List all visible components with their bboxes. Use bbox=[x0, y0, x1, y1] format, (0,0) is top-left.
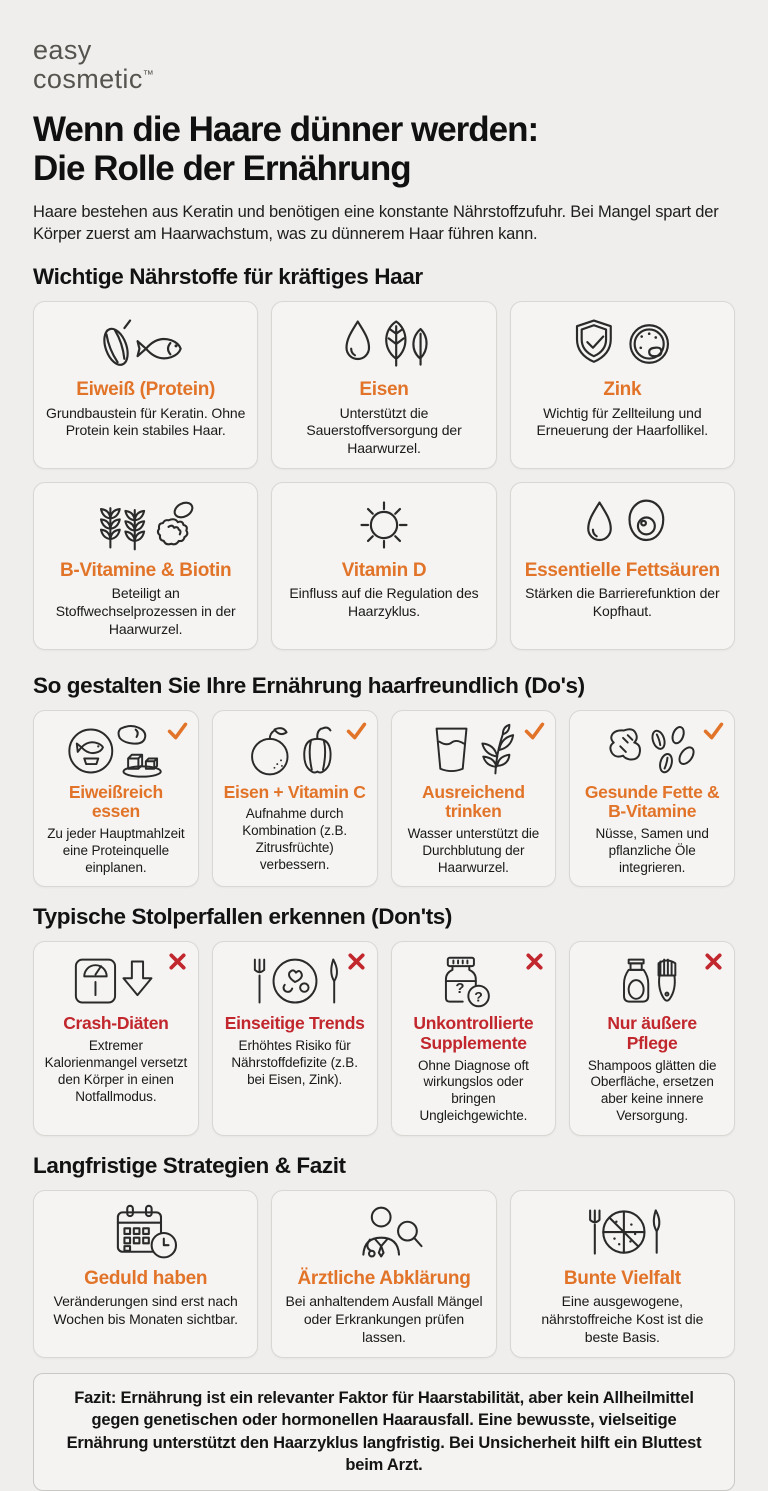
donts-grid bbox=[33, 941, 735, 1136]
card-aerztliche-abklaerung bbox=[271, 1190, 496, 1358]
card-text: Einfluss auf die Regulation des Haarzyklus. bbox=[289, 585, 479, 620]
card-ausreichend-trinken bbox=[391, 710, 557, 888]
card-b-vitamine-biotin bbox=[33, 482, 258, 650]
conclusion-box bbox=[33, 1373, 735, 1491]
card-title: Unkontrollierte Supplemente bbox=[413, 1013, 534, 1053]
card-title: Gesunde Fette & B-Vitamine bbox=[584, 781, 720, 822]
nutrients-grid bbox=[33, 301, 735, 649]
card-text: Grundbaustein für Keratin. Ohne Protein kein stabiles Haar. bbox=[46, 404, 246, 439]
sun-icon bbox=[284, 495, 483, 555]
card-title: Crash-Diäten bbox=[63, 1013, 169, 1034]
section-heading-nutrients: Wichtige Nährstoffe für kräftiges Haar bbox=[33, 264, 423, 290]
intro-paragraph: Haare bestehen aus Keratin und benötigen eine konstante Nährstoffzufuhr. Bei Mangel spart der Körper zuerst am Haarwachstum, was zu dünnerem Haar führen kann. bbox=[33, 202, 719, 243]
doctor-magnifier-icon bbox=[284, 1203, 483, 1263]
check-icon bbox=[345, 719, 368, 742]
conclusion-text: Fazit: Ernährung ist ein relevanter Faktor für Haarstabilität, aber kein Allheilmittel gegen genetischen oder hormonellen Haarausfall. Eine bewusste, vielseitige Ernährung unterstützt den Haarzyklus langfristig. Bei Unsicherheit hilft ein Bluttest beim Arzt. bbox=[66, 1388, 702, 1475]
page-title-line2: Die Rolle der Ernährung bbox=[33, 149, 411, 189]
svg-text:?: ? bbox=[474, 988, 484, 1005]
cross-icon bbox=[523, 950, 546, 973]
card-title: Einseitige Trends bbox=[224, 1013, 365, 1034]
card-text: Ohne Diagnose oft wirkungslos oder bringen Ungleichgewichte. bbox=[417, 1057, 529, 1124]
section-heading-donts: Typische Stolperfallen erkennen (Don'ts) bbox=[33, 904, 453, 930]
card-text: Veränderungen sind erst nach Wochen bis Monaten sichtbar. bbox=[53, 1293, 238, 1328]
card-title: Eiweiß (Protein) bbox=[76, 379, 216, 401]
card-unkontrollierte-supplemente bbox=[391, 941, 557, 1136]
card-title: B-Vitamine & Biotin bbox=[60, 560, 232, 581]
card-title: Bunte Vielfalt bbox=[563, 1268, 681, 1290]
card-text: Stärken die Barrierefunktion der Kopfhaut. bbox=[525, 585, 720, 620]
section-heading-dos: So gestalten Sie Ihre Ernährung haarfreundlich (Do's) bbox=[33, 672, 585, 698]
water-drop-and-spinach-icon bbox=[284, 314, 483, 374]
card-title: Eisen bbox=[359, 379, 409, 401]
card-nur-aeussere-pflege bbox=[569, 941, 735, 1136]
trademark-symbol: ™ bbox=[142, 68, 154, 81]
brand-line1: easy bbox=[33, 35, 92, 65]
calendar-clock-icon bbox=[46, 1203, 245, 1263]
card-text: Nüsse, Samen und pflanzliche Öle integrieren. bbox=[595, 825, 709, 875]
conclusion-label: Fazit: bbox=[74, 1388, 117, 1407]
colorful-plate-icon bbox=[523, 1203, 722, 1263]
card-title: Geduld haben bbox=[84, 1268, 208, 1290]
wheat-and-nuts-icon bbox=[46, 495, 245, 555]
card-text: Unterstützt die Sauerstoffversorgung der Haarwurzel. bbox=[306, 404, 462, 457]
cross-icon bbox=[166, 950, 189, 973]
card-title: Essentielle Fettsäuren bbox=[524, 560, 720, 581]
card-text: Erhöhtes Risiko für Nährstoffdefizite (z.B. bei Eisen, Zink). bbox=[231, 1037, 358, 1087]
card-text: Wasser unterstützt die Durchblutung der Haarwurzel. bbox=[407, 825, 540, 875]
card-crash-diaeten bbox=[33, 941, 199, 1136]
brand-logo bbox=[33, 36, 735, 93]
card-geduld-haben bbox=[33, 1190, 258, 1358]
card-title: Eisen + Vitamin C bbox=[223, 781, 366, 802]
check-icon bbox=[702, 719, 725, 742]
cocoa-pod-and-fish-icon bbox=[46, 314, 245, 374]
card-title: Vitamin D bbox=[341, 560, 427, 581]
card-title: Eiweißreich essen bbox=[68, 781, 163, 822]
card-text: Shampoos glätten die Oberfläche, ersetzen aber keine innere Versorgung. bbox=[587, 1057, 717, 1124]
section-heading-strategies: Langfristige Strategien & Fazit bbox=[33, 1153, 346, 1179]
card-fettsaeuren bbox=[510, 482, 735, 650]
svg-text:?: ? bbox=[455, 980, 465, 998]
dos-grid bbox=[33, 710, 735, 888]
card-text: Extremer Kalorienmangel versetzt den Körper in einen Notfallmodus. bbox=[44, 1037, 188, 1104]
page-title bbox=[33, 111, 735, 189]
card-gesunde-fette bbox=[569, 710, 735, 888]
card-eiweiss-protein bbox=[33, 301, 258, 469]
check-icon bbox=[166, 719, 189, 742]
card-zink bbox=[510, 301, 735, 469]
card-text: Eine ausgewogene, nährstoffreiche Kost ist die beste Basis. bbox=[541, 1293, 704, 1345]
card-text: Wichtig für Zellteilung und Erneuerung der Haarfollikel. bbox=[536, 404, 709, 439]
drop-and-avocado-icon bbox=[523, 495, 722, 555]
card-text: Aufnahme durch Kombination (z.B. Zitrusfrüchte) verbessern. bbox=[242, 806, 348, 872]
card-text: Bei anhaltendem Ausfall Mängel oder Erkrankungen prüfen lassen. bbox=[285, 1293, 483, 1345]
check-icon bbox=[523, 719, 546, 742]
card-bunte-vielfalt bbox=[510, 1190, 735, 1358]
card-vitamin-d bbox=[271, 482, 496, 650]
brand-line2: cosmetic™ bbox=[33, 63, 154, 94]
card-text: Beteiligt an Stoffwechselprozessen in der Haarwurzel. bbox=[55, 585, 236, 637]
strategies-grid bbox=[33, 1190, 735, 1358]
cross-icon bbox=[702, 950, 725, 973]
card-title: Ärztliche Abklärung bbox=[297, 1268, 471, 1290]
card-einseitige-trends bbox=[212, 941, 378, 1136]
card-eiweissreich-essen bbox=[33, 710, 199, 888]
card-title: Zink bbox=[603, 379, 642, 401]
card-eisen bbox=[271, 301, 496, 469]
card-title: Ausreichend trinken bbox=[422, 781, 525, 822]
cross-icon bbox=[345, 950, 368, 973]
shield-check-and-cell-icon bbox=[523, 314, 722, 374]
card-text: Zu jeder Hauptmahlzeit eine Proteinquelle einplanen. bbox=[47, 825, 185, 875]
card-title: Nur äußere Pflege bbox=[607, 1013, 697, 1053]
card-eisen-vitamin-c bbox=[212, 710, 378, 888]
page-title-line1: Wenn die Haare dünner werden: bbox=[33, 110, 539, 150]
